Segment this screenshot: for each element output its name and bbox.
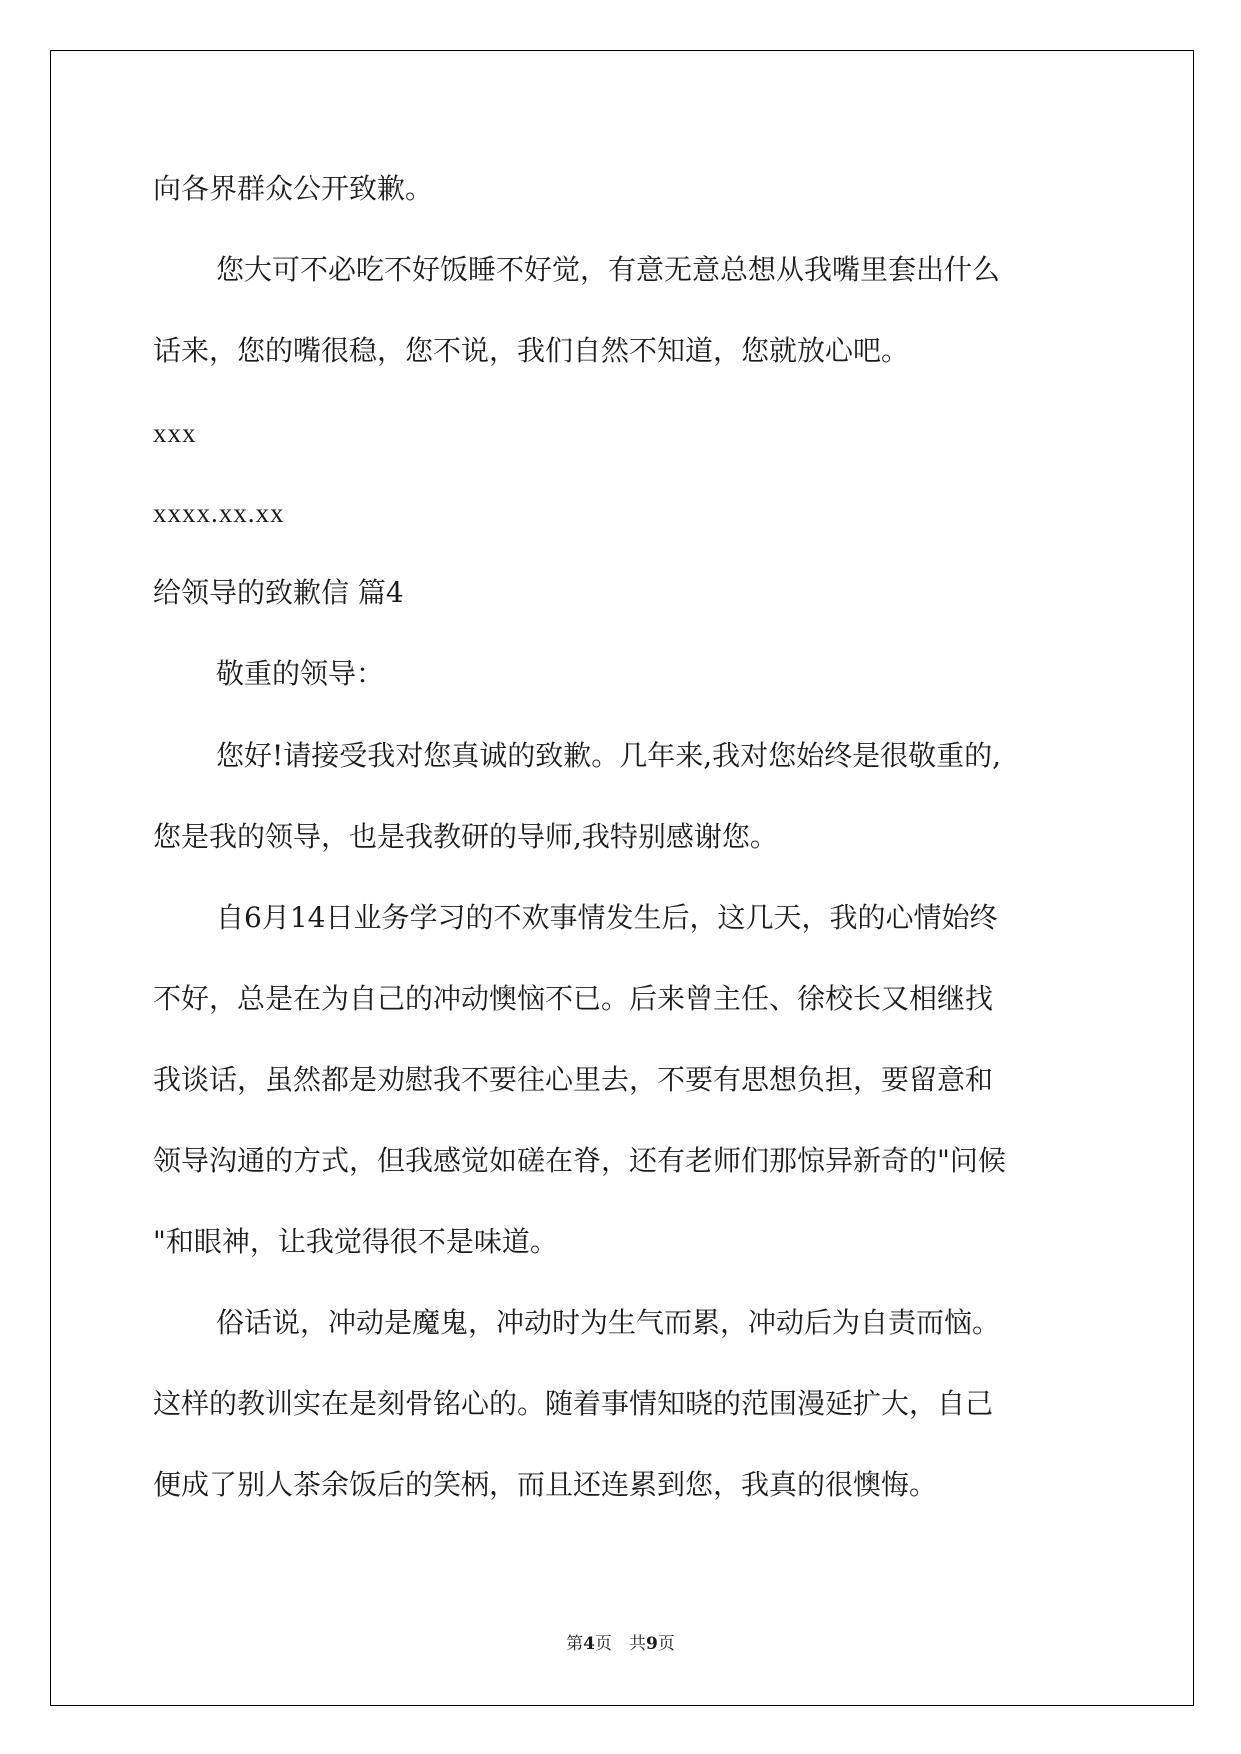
paragraph-line: 您好!请接受我对您真诚的致歉。几年来,我对您始终是很敬重的,: [216, 739, 1002, 772]
paragraph-line: 便成了别人茶余饭后的笑柄，而且还连累到您，我真的很懊悔。: [153, 1468, 938, 1501]
paragraph-line: 俗话说，冲动是魔鬼，冲动时为生气而累，冲动后为自责而恼。: [216, 1306, 1001, 1339]
paragraph-line: 您是我的领导，也是我教研的导师,我特别感谢您。: [153, 820, 778, 853]
paragraph-line: 我谈话，虽然都是劝慰我不要往心里去，不要有思想负担，要留意和: [153, 1063, 994, 1096]
total-pages-number: 9: [646, 1634, 658, 1654]
salutation: 敬重的领导：: [216, 657, 385, 690]
footer-prefix: 第: [566, 1634, 584, 1654]
page-border: [50, 50, 1194, 1706]
paragraph-line: 您大可不必吃不好饭睡不好觉，有意无意总想从我嘴里套出什么: [216, 253, 1001, 286]
page-footer: [0, 1629, 1241, 1654]
footer-suffix: 页: [657, 1634, 675, 1654]
signature-date: xxxx.xx.xx: [153, 498, 285, 528]
paragraph-line: 向各界群众公开致歉。: [153, 172, 434, 205]
paragraph-line: 领导沟通的方式，但我感觉如磋在脊，还有老师们那惊异新奇的"问候: [153, 1144, 1006, 1177]
paragraph-line: 不好，总是在为自己的冲动懊恼不已。后来曾主任、徐校长又相继找: [153, 982, 994, 1015]
signature-name: xxx: [153, 418, 197, 448]
paragraph-line: 这样的教训实在是刻骨铭心的。随着事情知晓的范围漫延扩大，自己: [153, 1387, 994, 1420]
footer-mid: 页 共: [595, 1634, 646, 1654]
section-heading: 给领导的致歉信 篇4: [153, 576, 404, 609]
current-page-number: 4: [583, 1634, 595, 1654]
paragraph-line: 话来，您的嘴很稳，您不说，我们自然不知道，您就放心吧。: [153, 334, 910, 367]
paragraph-line: "和眼神，让我觉得很不是味道。: [153, 1225, 558, 1258]
paragraph-line: 自6月14日业务学习的不欢事情发生后，这几天，我的心情始终: [216, 901, 998, 934]
